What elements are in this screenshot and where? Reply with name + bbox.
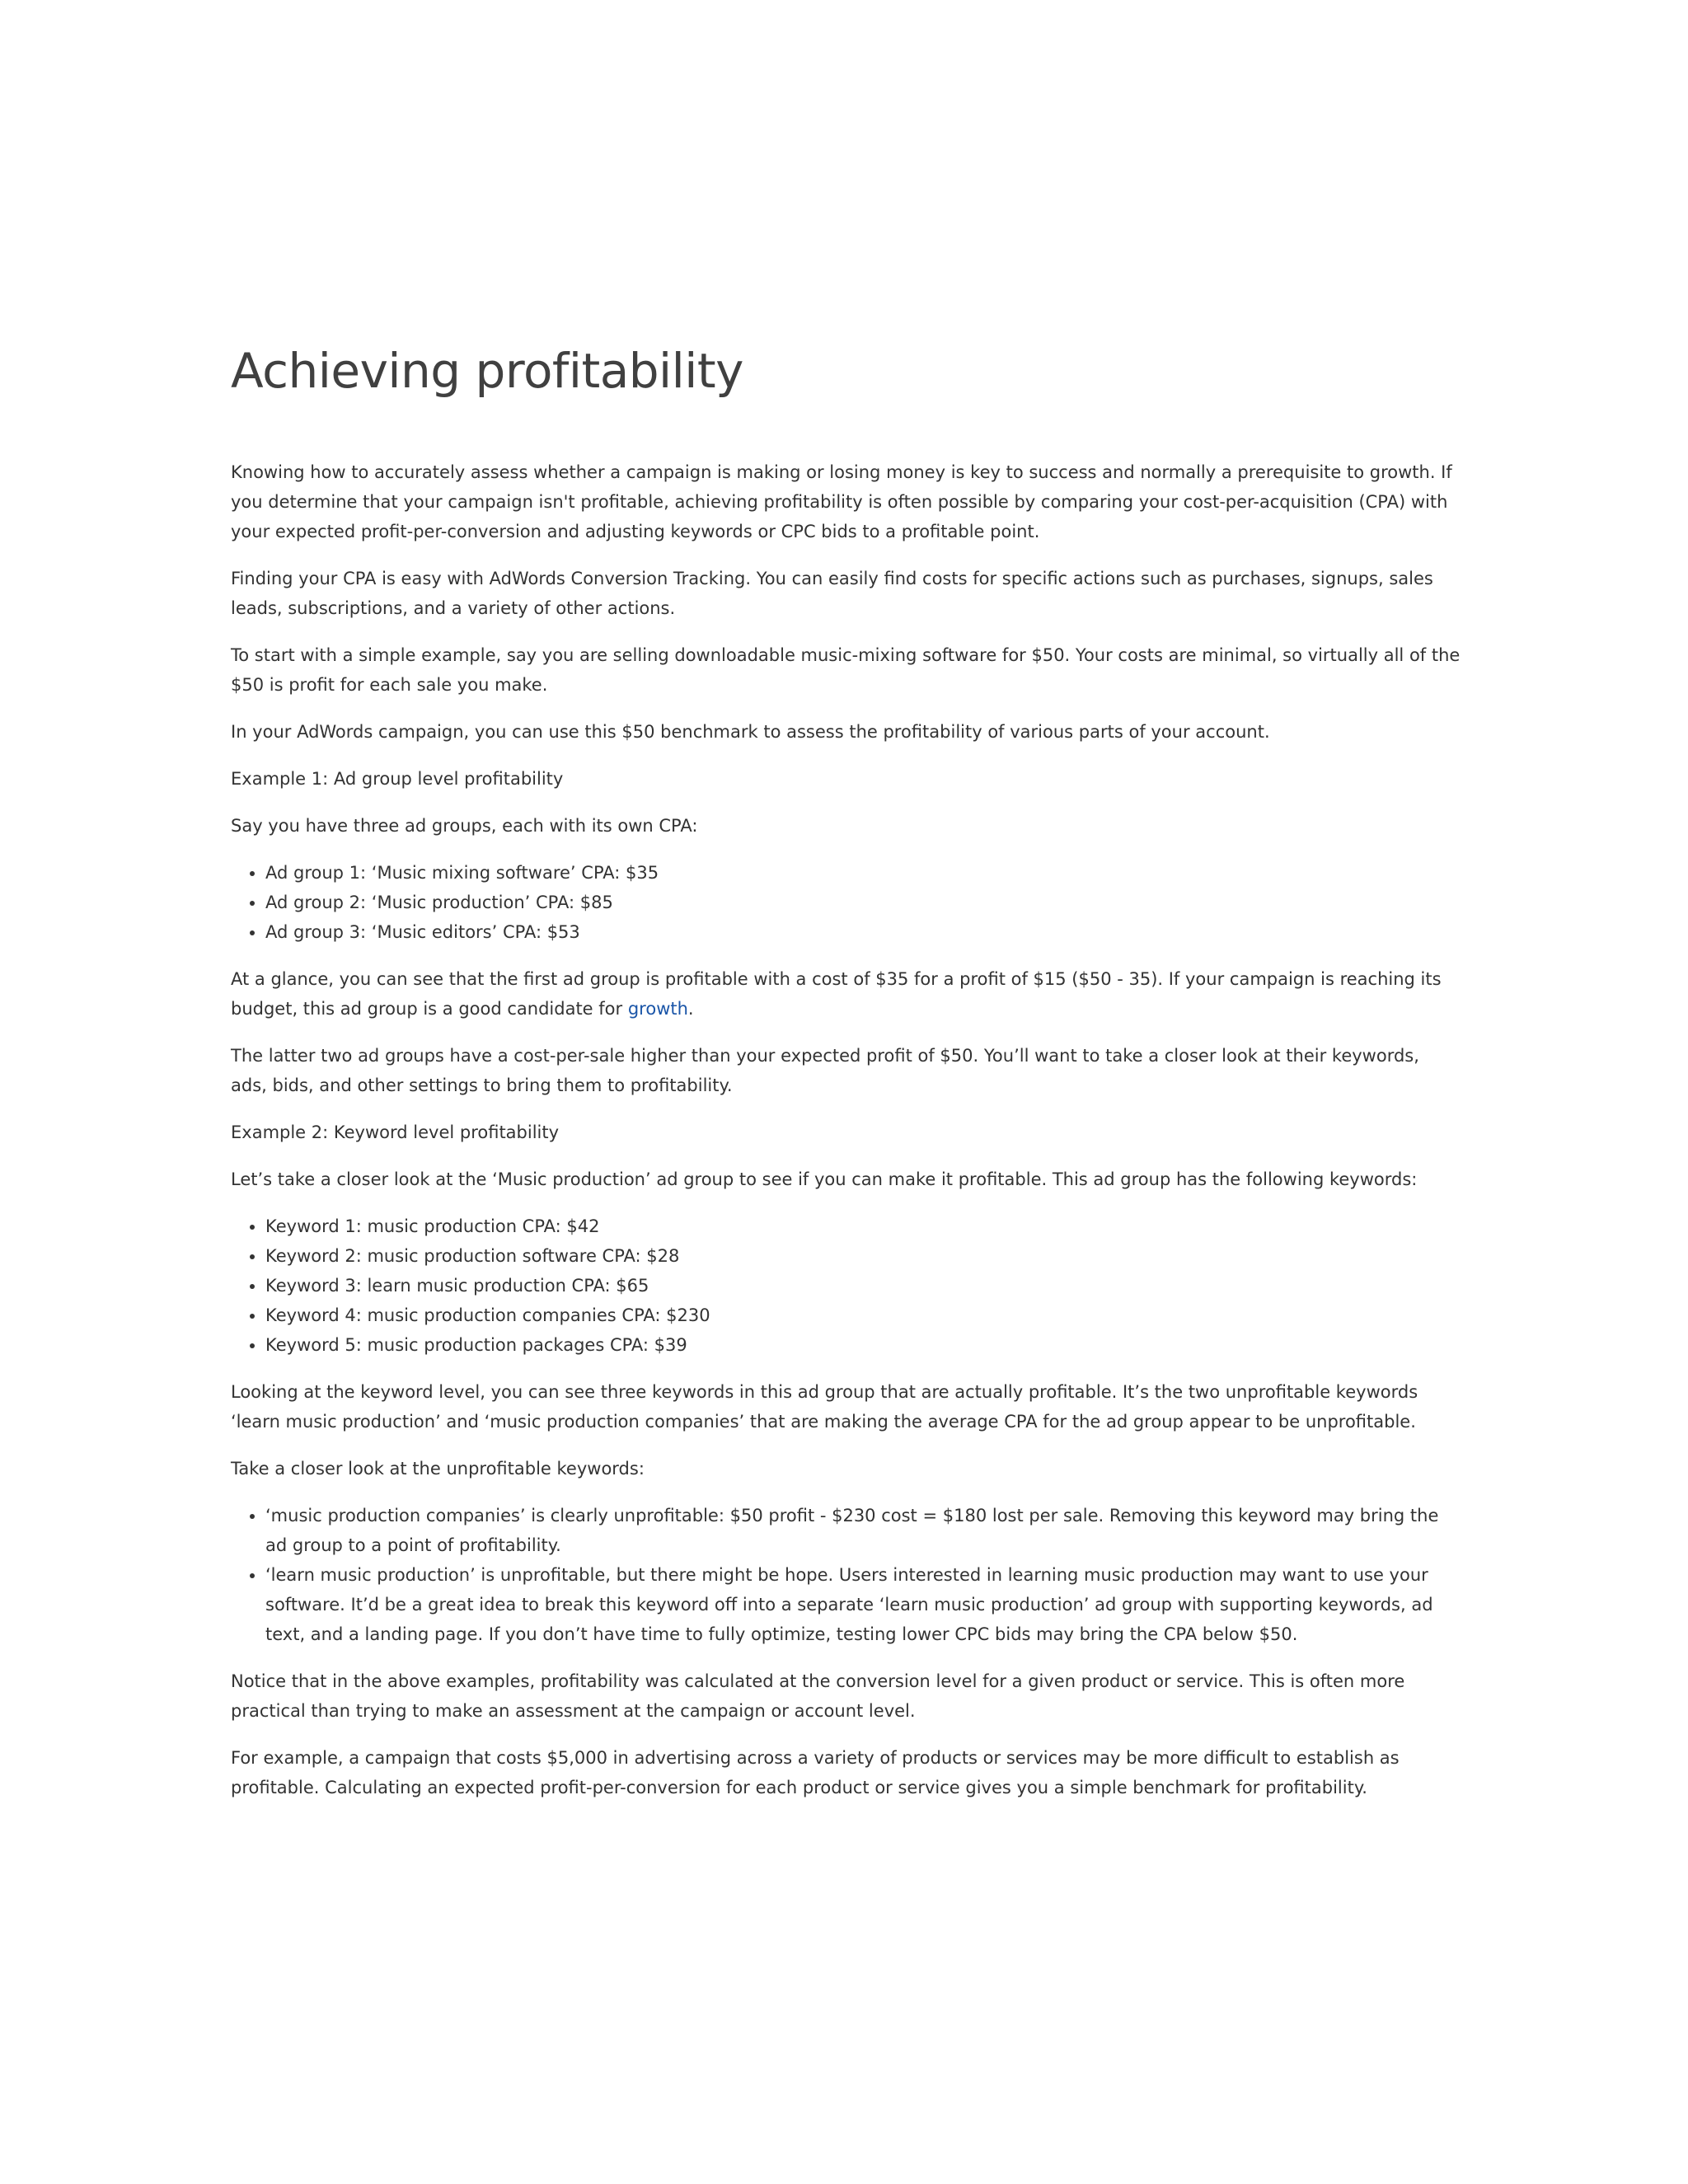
- example-2-heading: Example 2: Keyword level profitability: [231, 1122, 560, 1142]
- campaign-example-paragraph: For example, a campaign that costs $5,000 in advertising across a variety of products or services may be more difficult to establish as profitable. Calculating an expected profit-per-conversion for each product or service gives you a simple benchmark for profitability.: [231, 1748, 1400, 1797]
- keywords-intro-paragraph: Let’s take a closer look at the ‘Music production’ ad group to see if you can make it profitable. This ad group has the following keywords:: [231, 1169, 1418, 1189]
- example-1-heading: Example 1: Ad group level profitability: [231, 769, 564, 789]
- unprofitable-intro-paragraph: Take a closer look at the unprofitable keywords:: [231, 1459, 645, 1479]
- list-item: • Keyword 4: music production companies CPA: $230: [265, 1301, 1461, 1330]
- list-item: • Keyword 1: music production CPA: $42: [265, 1212, 1461, 1241]
- list-item: • ‘music production companies’ is clearly unprofitable: $50 profit - $230 cost = $180 lost per sale. Removing this keyword may bring the ad group to a point of profitability.: [265, 1501, 1461, 1560]
- list-item: • Keyword 5: music production packages CPA: $39: [265, 1330, 1461, 1360]
- list-item: • Ad group 2: ‘Music production’ CPA: $85: [265, 888, 1461, 917]
- ad-groups-intro-paragraph: Say you have three ad groups, each with its own CPA:: [231, 816, 698, 836]
- paragraph-text-end: .: [687, 999, 694, 1019]
- list-item: • Keyword 3: learn music production CPA: $65: [265, 1271, 1461, 1301]
- growth-link[interactable]: growth: [627, 999, 688, 1019]
- list-item: • Keyword 2: music production software CPA: $28: [265, 1241, 1461, 1271]
- list-item: • Ad group 3: ‘Music editors’ CPA: $53: [265, 917, 1461, 947]
- first-ad-group-paragraph: [231, 964, 1461, 1024]
- article: [231, 326, 1461, 1820]
- benchmark-paragraph: In your AdWords campaign, you can use this $50 benchmark to assess the profitability of various parts of your account.: [231, 722, 1270, 742]
- simple-example-paragraph: To start with a simple example, say you are selling downloadable music-mixing software for $50. Your costs are minimal, so virtually all of the $50 is profit for each sale you make.: [231, 645, 1461, 695]
- intro-paragraph: Knowing how to accurately assess whether a campaign is making or losing money is key to success and normally a prerequisite to growth. If you determine that your campaign isn't profitable, achieving profitability is often possible by comparing your cost-per-acquisition (CPA) with your expected profit-per-conversion and adjusting keywords or CPC bids to a profitable point.: [231, 462, 1452, 541]
- latter-ad-groups-paragraph: The latter two ad groups have a cost-per-sale higher than your expected profit of $50. You’ll want to take a closer look at their keywords, ads, bids, and other settings to bring them to profitability.: [231, 1046, 1419, 1095]
- paragraph-text: At a glance, you can see that the first ad group is profitable with a cost of $35 for a profit of $15 ($50 - 35). If your campaign is reaching its budget, this ad group is a good candidate for: [231, 969, 1442, 1019]
- keyword-list: [231, 1212, 1461, 1360]
- unprofitable-keyword-list: [231, 1501, 1461, 1649]
- page-title: Achieving profitability: [231, 343, 743, 399]
- list-item: • ‘learn music production’ is unprofitable, but there might be hope. Users interested in learning music production may want to use your software. It’d be a great idea to break this keyword off into a separate ‘learn music production’ ad group with supporting keywords, ad text, and a landing page. If you don’t have time to fully optimize, testing lower CPC bids may bring the CPA below $50.: [265, 1560, 1461, 1649]
- ad-group-list: [231, 858, 1461, 947]
- conversion-level-paragraph: Notice that in the above examples, profitability was calculated at the conversion level for a given product or service. This is often more practical than trying to make an assessment at the campaign or account level.: [231, 1671, 1405, 1721]
- keyword-level-paragraph: Looking at the keyword level, you can see three keywords in this ad group that are actually profitable. It’s the two unprofitable keywords ‘learn music production’ and ‘music production companies’ that are making the average CPA for the ad group appear to be unprofitable.: [231, 1382, 1418, 1432]
- list-item: • Ad group 1: ‘Music mixing software’ CPA: $35: [265, 858, 1461, 888]
- conversion-tracking-paragraph: Finding your CPA is easy with AdWords Conversion Tracking. You can easily find costs for specific actions such as purchases, signups, sales leads, subscriptions, and a variety of other actions.: [231, 569, 1433, 618]
